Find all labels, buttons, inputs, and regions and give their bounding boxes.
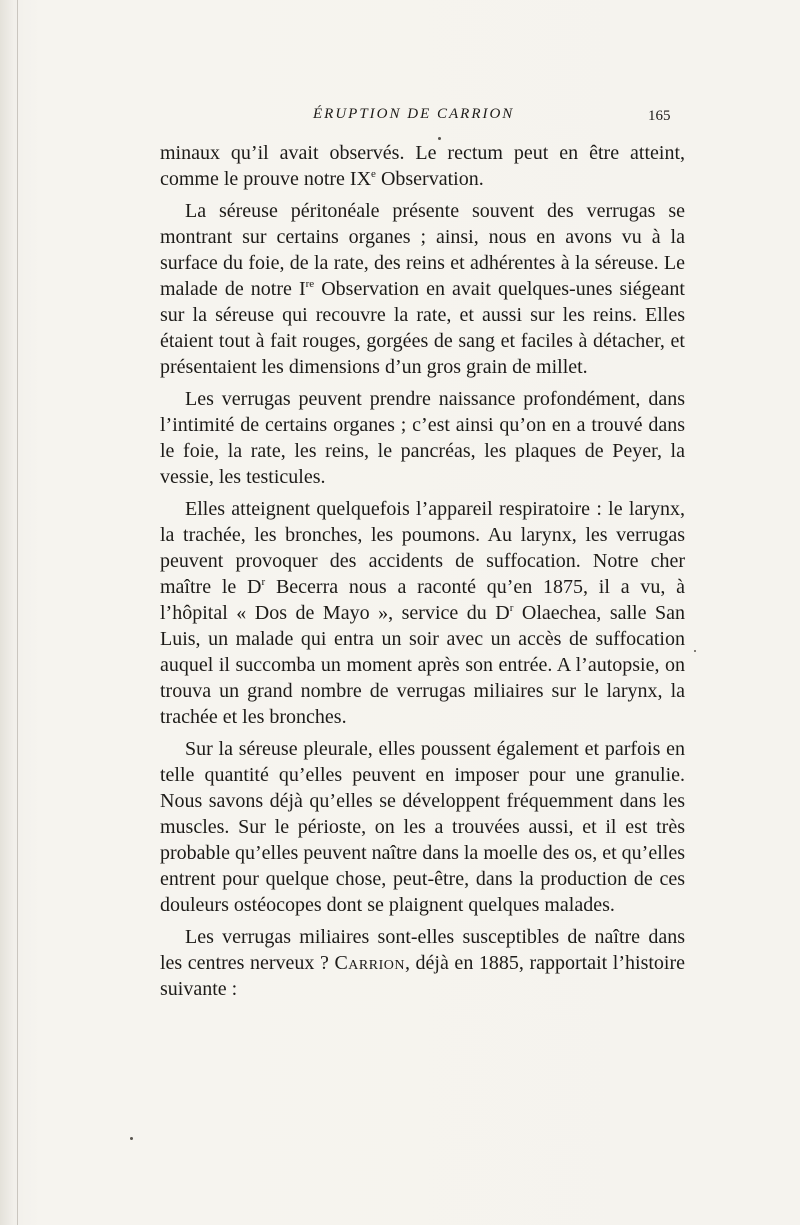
text-run: minaux qu’il avait observés. Le rectum peut en être atteint, comme le prouve notre IX <box>160 142 685 190</box>
text-run: Observation en avait quelques-unes siégeant sur la séreuse qui recouvre la rate, et aussi sur les reins. Elles étaient tout à fait rouges, gorgées de sang et faciles à détacher, et présentaient les dimensions d’un gros grain de millet. <box>160 278 685 378</box>
binding-gutter <box>17 0 18 1225</box>
text-run: Elles atteignent quelquefois l’appareil respiratoire : le larynx, la trachée, les bronches, les poumons. Au larynx, les verrugas peuvent provoquer des accidents de suffocation. Notre cher maître le D <box>160 498 685 598</box>
text-run: Observation. <box>375 168 484 190</box>
text-run: Olaechea, salle San Luis, un malade qui entra un soir avec un accès de suffocation auquel il succomba un moment après son entrée. A l’autopsie, on trouva un grand nombre de verrugas miliaires sur le larynx, la trachée et les bronches. <box>160 602 685 728</box>
superscript: r <box>509 602 514 614</box>
body-text <box>160 140 685 1003</box>
print-speck <box>130 1137 133 1140</box>
superscript: r <box>261 576 266 588</box>
paragraph-p5 <box>160 736 685 918</box>
text-run: Becerra nous a raconté qu’en 1875, il a vu, à l’hôpital « Dos de Mayo », service du D <box>160 576 685 624</box>
author-name: Carrion <box>334 952 405 974</box>
paragraph-p3 <box>160 386 685 490</box>
running-head <box>0 106 800 130</box>
text-run: Les verrugas miliaires sont-elles susceptibles de naître dans les centres nerveux ? <box>160 926 685 974</box>
text-run: La séreuse péritonéale présente souvent des verrugas se montrant sur certains organes ; ainsi, nous en avons vu à la surface du foie, de la rate, des reins et adhérentes à la séreuse. Le malade de notre I <box>160 200 685 300</box>
superscript: e <box>371 168 376 180</box>
text-run: Les verrugas peuvent prendre naissance profondément, dans l’intimité de certains organes ; c’est ainsi qu’on en a trouvé dans le foie, la rate, les reins, le pancréas, les plaques de Peyer, la vessie, les testicules. <box>160 388 685 488</box>
running-title: ÉRUPTION DE CARRION <box>313 106 515 122</box>
print-speck <box>438 137 441 140</box>
page-number: 165 <box>648 108 671 124</box>
paragraph-p2 <box>160 198 685 380</box>
paragraph-p4 <box>160 496 685 730</box>
paragraph-p1 <box>160 140 685 192</box>
print-speck <box>694 650 696 652</box>
paragraph-p6 <box>160 924 685 1002</box>
text-run: , déjà en 1885, rapportait l’histoire suivante : <box>160 952 685 1000</box>
superscript: re <box>305 278 315 290</box>
text-run: Sur la séreuse pleurale, elles poussent également et parfois en telle quantité qu’elles peuvent en imposer pour une granulie. Nous savons déjà qu’elles se développent fréquemment dans les muscles. Sur le périoste, on les a trouvées aussi, et il est très probable qu’elles peuvent naître dans la moelle des os, et qu’elles entrent pour quelque chose, peut-être, dans la production de ces douleurs ostéocopes dont se plaignent quelques malades. <box>160 738 685 916</box>
